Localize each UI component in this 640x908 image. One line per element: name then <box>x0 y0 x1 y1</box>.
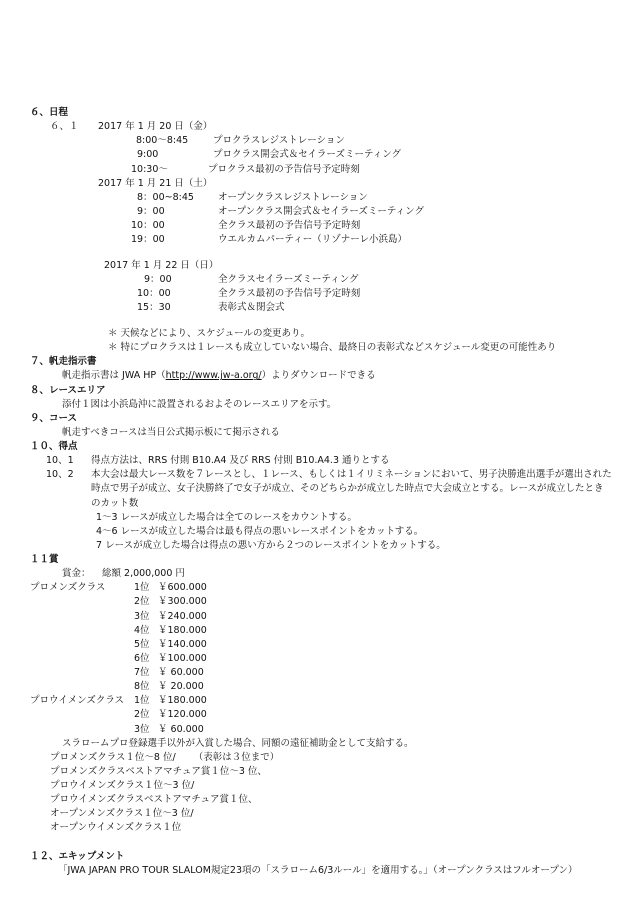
award-remark: （表彰は３位まで） <box>193 751 280 763</box>
event-description: 全クラスセイラーズミーティング <box>218 274 359 286</box>
schedule-event-row <box>0 287 640 301</box>
equipment-heading-row <box>0 850 640 864</box>
scoring-row <box>0 454 640 468</box>
cut-rule: 1〜3 レースが成立した場合は全てのレースをカウントする。 <box>96 511 357 523</box>
prize-rank: 6位 <box>134 652 150 664</box>
schedule-heading-row <box>0 106 640 120</box>
schedule-block-day3 <box>0 259 640 316</box>
equipment-row <box>0 864 640 878</box>
prize-row <box>0 595 640 609</box>
course-row <box>0 426 640 440</box>
prize-row <box>0 610 640 624</box>
award-line-text: プロメンズクラス１位〜8 位/ <box>50 751 176 763</box>
schedule-event-row <box>0 233 640 247</box>
sailing-instructions-text-after: ）よりダウンロードできる <box>261 370 376 382</box>
event-description: プロクラス最初の予告信号予定時刻 <box>208 163 360 175</box>
award-line: プロウイメンズクラスベストアマチュア賞１位、 <box>50 794 258 806</box>
prize-amount: ￥300.000 <box>158 596 207 608</box>
award-row <box>0 779 640 793</box>
prize-rank: 2位 <box>134 596 150 608</box>
scoring-text: のカット数 <box>91 497 139 509</box>
prize-class-name: プロメンズクラス <box>30 582 106 594</box>
prize-rank: 7位 <box>134 667 150 678</box>
scoring-item-number: 10、1 <box>46 455 74 467</box>
prize-rank: 3位 <box>134 610 150 622</box>
prize-money-total: 総額 2,000,000 円 <box>102 568 185 580</box>
prize-note: スラロームプロ登録選手以外が入賞した場合、同額の遠征補助金として支給する。 <box>62 737 414 749</box>
schedule-event-row <box>0 163 640 177</box>
prize-amount: ￥240.000 <box>158 610 207 622</box>
scoring-text: 時点で男子が成立、女子決勝終了で女子が成立、そのどちらかが成立した時点で大会成立とする。レースが成立したとき <box>91 483 604 495</box>
scoring-row <box>0 468 640 482</box>
event-description: プロクラスレジストレーション <box>213 135 345 147</box>
race-area-row <box>0 398 640 412</box>
section-heading-scoring: １０、得点 <box>30 441 78 452</box>
section-heading-prizes: １１賞 <box>30 554 59 565</box>
prize-row <box>0 708 640 722</box>
schedule-date: 2017 年 1 月 21 日（土） <box>98 177 213 189</box>
schedule-block <box>0 106 640 247</box>
schedule-event-row <box>0 205 640 219</box>
prize-amount: ￥140.000 <box>158 638 207 650</box>
jwa-website-link[interactable]: http://www.jw-a.org/ <box>165 370 262 382</box>
event-description: 全クラス最初の予告信号予定時刻 <box>218 220 361 231</box>
prize-row <box>0 680 640 694</box>
event-time: 8:00〜8:45 <box>136 135 189 147</box>
prize-rank: 5位 <box>134 638 150 650</box>
award-row <box>0 821 640 835</box>
schedule-note-row <box>0 327 640 341</box>
prize-row <box>0 581 640 595</box>
race-area-heading-row <box>0 384 640 398</box>
award-row <box>0 807 640 821</box>
prize-rank: 2位 <box>134 709 150 721</box>
schedule-date-row <box>0 177 640 191</box>
equipment-rule: 「JWA JAPAN PRO TOUR SLALOM規定23項の「スラローム6/3ルール」を適用する。」（オープンクラスはフルオープン） <box>58 865 578 877</box>
main-body-block <box>0 327 640 836</box>
prize-amount: ￥180.000 <box>158 695 207 707</box>
prize-class-name: プロウイメンズクラス <box>30 695 125 707</box>
event-time: 9：00 <box>144 274 172 286</box>
award-line <box>50 751 279 765</box>
prize-amount: ￥100.000 <box>158 652 207 664</box>
schedule-event-row <box>0 134 640 148</box>
schedule-date-row <box>0 120 640 134</box>
award-line: プロウイメンズクラス１位〜3 位/ <box>50 780 195 791</box>
scoring-heading-row <box>0 440 640 454</box>
scoring-item-number: 10、2 <box>46 469 74 481</box>
schedule-date-row <box>0 259 640 273</box>
award-row <box>0 793 640 807</box>
award-line: オープンメンズクラス１位〜3 位/ <box>50 808 194 820</box>
award-line: プロメンズクラスベストアマチュア賞１位〜3 位、 <box>50 765 267 777</box>
award-line: オープンウイメンズクラス１位 <box>50 822 182 834</box>
cut-rule-row <box>0 525 640 539</box>
schedule-date: 2017 年 1 月 20 日（金） <box>98 121 213 133</box>
schedule-event-row <box>0 148 640 162</box>
section-heading-schedule: ６、日程 <box>30 107 69 118</box>
prize-amount: ￥600.000 <box>158 582 207 594</box>
section-heading-sailing-instructions: ７、帆走指示書 <box>30 356 97 368</box>
prize-row <box>0 652 640 666</box>
schedule-event-row <box>0 191 640 205</box>
sailing-instructions-text-before: 帆走指示書は JWA HP（ <box>62 370 166 382</box>
prize-rank: 1位 <box>134 695 150 707</box>
event-time: 10:30〜 <box>131 163 168 175</box>
prize-rank: 4位 <box>134 624 150 636</box>
prizes-heading-row <box>0 553 640 567</box>
scoring-row <box>0 497 640 511</box>
prize-row <box>0 638 640 652</box>
schedule-date: 2017 年 1 月 22 日（日） <box>104 260 219 271</box>
prize-row <box>0 694 640 708</box>
scoring-text: 得点方法は、RRS 付則 B10.A4 及び RRS 付則 B10.A4.3 通りとする <box>91 455 390 467</box>
sailing-instructions-row <box>0 369 640 383</box>
event-time: 8：00~8:45 <box>137 191 194 203</box>
schedule-note-row <box>0 341 640 355</box>
sailing-instructions-heading-row <box>0 355 640 369</box>
course-heading-row <box>0 412 640 426</box>
prize-amount: ￥120.000 <box>158 709 207 721</box>
event-description: オープンクラスレジストレーション <box>218 191 368 203</box>
sailing-instructions-text <box>62 369 376 383</box>
award-row <box>0 751 640 765</box>
event-description: 表彰式＆閉会式 <box>218 302 285 314</box>
section-heading-race-area: ８、レースエリア <box>30 384 106 396</box>
prize-amount: ￥ 60.000 <box>158 667 204 678</box>
event-description: ウエルカムパーティー（リゾナーレ小浜島） <box>218 234 408 246</box>
scoring-text: 本大会は最大レース数を７レースとし、１レース、もしくは１イリミネーションにおいて、男子決勝進出選手が選出された <box>91 469 612 481</box>
prize-rank: 3位 <box>134 723 150 735</box>
prize-amount: ￥ 60.000 <box>158 723 204 735</box>
schedule-note: ＊ 特にプロクラスは１レースも成立していない場合、最終日の表彰式などスケジュール変更の可能性あり <box>108 342 557 354</box>
event-description: 全クラス最初の予告信号予定時刻 <box>218 288 361 300</box>
prize-amount: ￥ 20.000 <box>158 681 204 693</box>
cut-rule: 4〜6 レースが成立した場合は最も得点の悪いレースポイントをカットする。 <box>96 525 424 537</box>
cut-rule-row <box>0 511 640 525</box>
section-heading-course: ９、コース <box>30 412 78 424</box>
prize-amount: ￥180.000 <box>158 624 207 636</box>
schedule-event-row <box>0 301 640 315</box>
event-time: 10：00 <box>131 220 165 231</box>
event-description: オープンクラス開会式＆セイラーズミーティング <box>218 205 424 217</box>
prize-row <box>0 666 640 680</box>
event-time: 9：00 <box>137 205 165 217</box>
schedule-event-row <box>0 273 640 287</box>
cut-rule: 7 レースが成立した場合は得点の悪い方から２つのレースポイントをカットする。 <box>96 539 446 551</box>
event-time: 15：30 <box>137 302 171 314</box>
prize-note-row <box>0 737 640 751</box>
cut-rule-row <box>0 539 640 553</box>
event-description: プロクラス開会式＆セイラーズミーティング <box>213 149 402 161</box>
schedule-item-number: ６、１ <box>50 121 79 133</box>
scoring-row <box>0 482 640 496</box>
schedule-note: ＊ 天候などにより、スケジュールの変更あり。 <box>108 328 310 339</box>
prize-rank: 1位 <box>134 582 150 594</box>
prize-row <box>0 624 640 638</box>
event-time: 10：00 <box>137 288 171 300</box>
event-time: 9:00 <box>137 149 159 161</box>
course-text: 帆走すべきコースは当日公式掲示板にて掲示される <box>62 426 280 438</box>
equipment-block <box>0 850 640 878</box>
race-area-text: 添付１図は小浜島沖に設置されるおよそのレースエリアを示す。 <box>62 398 337 410</box>
event-time: 19：00 <box>131 234 165 246</box>
section-heading-equipment: １２、エキップメント <box>30 851 125 862</box>
prize-money-row <box>0 567 640 581</box>
award-row <box>0 765 640 779</box>
schedule-event-row <box>0 219 640 233</box>
prize-row <box>0 723 640 737</box>
prize-rank: 8位 <box>134 681 150 693</box>
prize-money-label: 賞金： <box>62 568 91 580</box>
